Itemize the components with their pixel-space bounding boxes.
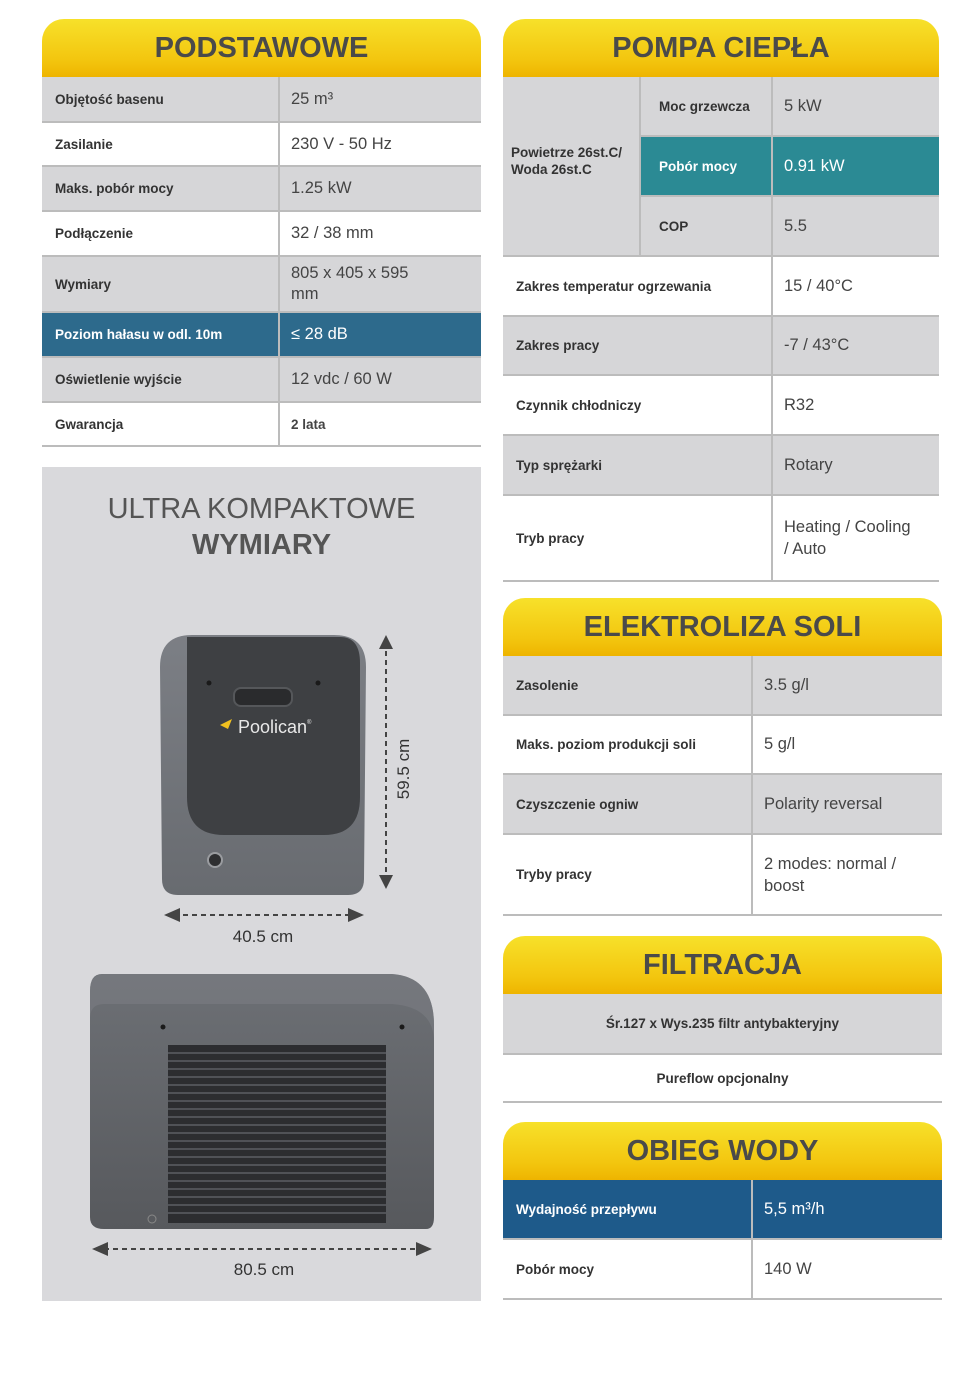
row-label: COP <box>641 197 773 255</box>
row-value: 5,5 m³/h <box>764 1199 825 1218</box>
table-row <box>503 1240 942 1300</box>
table-row <box>503 656 942 716</box>
row-label: Gwarancja <box>42 403 280 445</box>
row-label: Maks. pobór mocy <box>42 167 280 210</box>
brand-logo-mark: ® <box>307 720 312 726</box>
row-value: 12 vdc / 60 W <box>291 370 392 388</box>
table-row <box>503 436 939 496</box>
row-label: Wymiary <box>42 257 280 311</box>
side-unit <box>90 974 434 1229</box>
row-value: 2 modes: normal / boost <box>764 854 897 895</box>
row-value: 1.25 kW <box>291 179 352 197</box>
row-value: 25 m³ <box>291 89 334 108</box>
elektroliza-panel <box>503 598 942 916</box>
brand-logo: Poolican <box>238 717 308 737</box>
row-label: Pobór mocy <box>641 137 773 195</box>
row-label: Maks. poziom produkcji soli <box>503 716 753 773</box>
elektroliza-header: ELEKTROLIZA SOLI <box>503 598 942 656</box>
row-value: 5 g/l <box>764 735 796 753</box>
pompa-header: POMPA CIEPŁA <box>503 19 939 77</box>
filtracja-header: FILTRACJA <box>503 936 942 994</box>
side-width-dimension <box>92 1242 432 1256</box>
table-row <box>641 77 939 137</box>
row-value: 805 x 405 x 595 mm <box>291 264 409 303</box>
row-label: Zakres pracy <box>503 317 773 374</box>
table-row <box>42 313 481 358</box>
row-label: Zakres temperatur ogrzewania <box>503 257 773 315</box>
table-row <box>42 257 481 313</box>
row-label: Tryby pracy <box>503 835 753 914</box>
row-value: 230 V - 50 Hz <box>291 134 392 153</box>
row-value: 3.5 g/l <box>764 675 809 694</box>
row-value: 32 / 38 mm <box>291 224 374 242</box>
row-value: Rotary <box>784 455 833 474</box>
table-row <box>503 317 939 376</box>
row-label: Poziom hałasu w odl. 10m <box>42 313 280 356</box>
table-row <box>503 1180 942 1240</box>
row-label: Oświetlenie wyjście <box>42 358 280 401</box>
table-row <box>503 257 939 317</box>
product-illustration <box>42 467 481 1301</box>
filtracja-panel <box>503 936 942 1103</box>
row-value: 5 kW <box>784 96 822 115</box>
row-value: -7 / 43°C <box>784 336 850 354</box>
table-row <box>503 376 939 436</box>
row-value: 2 lata <box>291 416 326 432</box>
row-label: Wydajność przepływu <box>503 1180 753 1238</box>
row-label: Tryb pracy <box>503 496 773 580</box>
table-row <box>42 403 481 447</box>
row-label: Objętość basenu <box>42 77 280 121</box>
row-label: Pobór mocy <box>503 1240 753 1298</box>
podstawowe-panel <box>42 19 481 447</box>
table-row <box>42 358 481 403</box>
podstawowe-header: PODSTAWOWE <box>42 19 481 77</box>
row-value: Polarity reversal <box>764 794 883 813</box>
dimensions-title-line2: WYMIARY <box>191 529 332 561</box>
front-width-dimension <box>164 908 364 922</box>
row-value: Heating / Cooling / Auto <box>784 518 911 558</box>
obieg-header: OBIEG WODY <box>503 1122 942 1180</box>
row-label: Zasolenie <box>503 656 753 714</box>
row-value: ≤ 28 dB <box>291 325 348 343</box>
table-row <box>42 123 481 167</box>
pompa-panel <box>503 19 939 582</box>
obieg-panel <box>503 1122 942 1300</box>
table-row <box>42 212 481 257</box>
row-label: Czynnik chłodniczy <box>503 376 773 434</box>
row-label: Czyszczenie ogniw <box>503 775 753 833</box>
row-value: R32 <box>784 395 815 414</box>
table-row <box>503 1055 942 1103</box>
filtracja-pureflow: Pureflow opcjonalny <box>656 1070 789 1086</box>
table-row <box>503 994 942 1055</box>
table-row <box>641 197 939 255</box>
row-label: Typ sprężarki <box>503 436 773 494</box>
table-row <box>503 835 942 916</box>
side-width-label: 80.5 cm <box>233 1260 295 1279</box>
front-width-label: 40.5 cm <box>232 927 294 946</box>
table-row <box>42 77 481 123</box>
condition-label: Powietrze 26st.C/ Woda 26st.C <box>503 77 641 255</box>
filtracja-filter: Śr.127 x Wys.235 filtr antybakteryjny <box>605 1016 840 1031</box>
table-row <box>42 167 481 212</box>
row-value: 5.5 <box>784 216 807 235</box>
row-value: 0.91 kW <box>784 156 845 175</box>
pompa-condition-block <box>503 77 939 257</box>
row-label: Zasilanie <box>42 123 280 165</box>
table-row <box>641 137 939 197</box>
table-row <box>503 775 942 835</box>
row-value: 140 W <box>764 1259 812 1278</box>
front-unit <box>160 635 366 895</box>
dimensions-panel <box>42 467 481 1301</box>
dimensions-title-line1: ULTRA KOMPAKTOWE <box>107 493 416 525</box>
height-label: 59.5 cm <box>394 738 413 800</box>
table-row <box>503 496 939 582</box>
height-dimension <box>379 635 393 889</box>
table-row <box>503 716 942 775</box>
row-label: Podłączenie <box>42 212 280 255</box>
row-value: 15 / 40°C <box>784 276 853 295</box>
row-label: Moc grzewcza <box>641 77 773 135</box>
